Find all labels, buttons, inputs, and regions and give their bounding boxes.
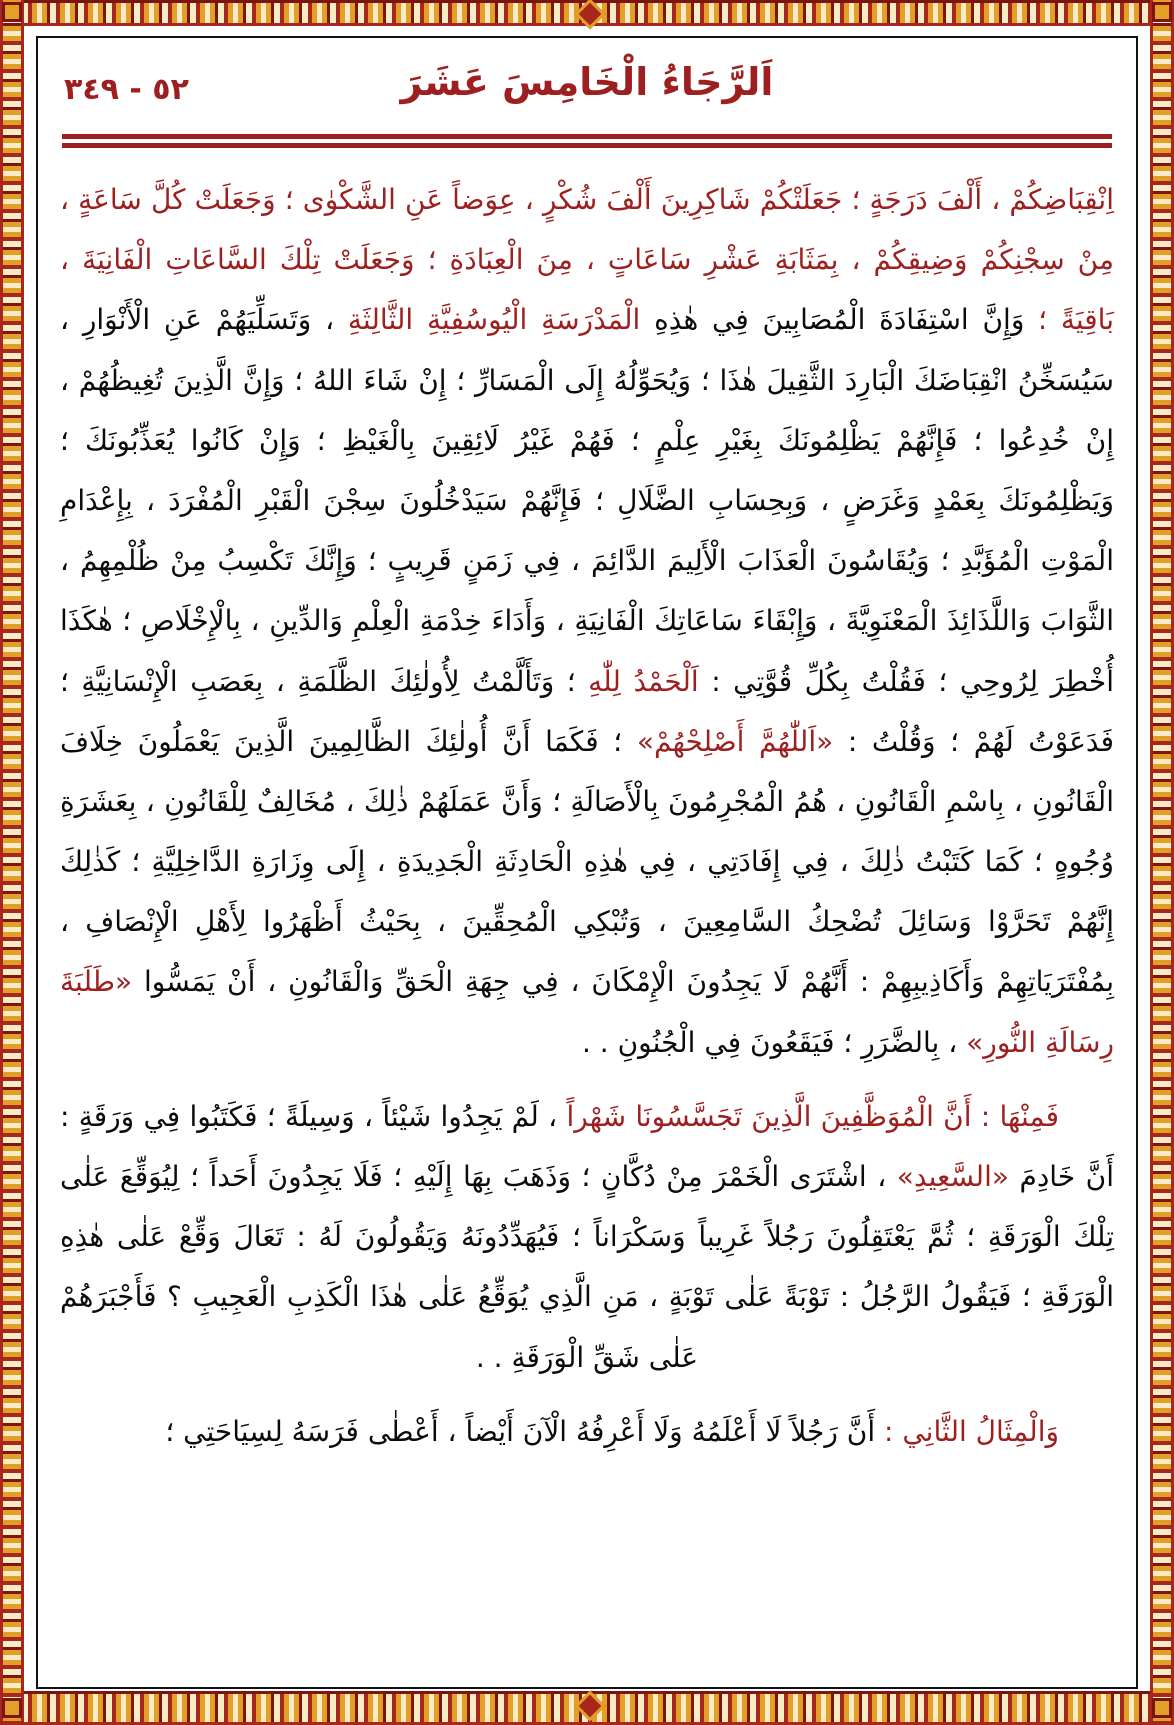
title-divider-double-rule <box>62 134 1112 148</box>
border-corner-ornament <box>2 2 22 22</box>
highlighted-red-text: فَمِنْهَا : أَنَّ الْمُوَظَّفِينَ الَّذِينَ تَجَسَّسُونَا شَهْراً <box>557 1099 1059 1133</box>
highlighted-red-text: الْمَدْرَسَةِ الْيُوسُفِيَّةِ الثَّالِثَةِ <box>334 303 641 337</box>
body-black-text: ، اشْتَرَى الْخَمْرَ مِنْ دُكَّانٍ ؛ وَذَهَبَ بِهَا إِلَيْهِ ؛ فَلَا يَجِدُونَ أَحَداً ؛ لِيُوَقِّعَ عَلٰى تِلْكَ الْوَرَقَةِ ؛ ثُمَّ يَعْتَقِلُونَ رَجُلاً غَرِيباً وَسَكْرَاناً ؛ فَيُهَدِّدُونَهُ وَيَقُولُونَ لَهُ : تَعَالَ وَقِّعْ عَلٰى هٰذِهِ الْوَرَقَةِ ؛ فَيَقُولُ الرَّجُلُ : تَوْبَةً عَلٰى تَوْبَةٍ ، مَنِ الَّذِي يُوَقِّعُ عَلٰى هٰذَا الْكَذِبِ الْعَجِيبِ ؟ فَأَجْبَرَهُمْ عَلٰى شَقِّ الْوَرَقَةِ . . <box>60 1160 1114 1374</box>
body-black-text: أَنَّ رَجُلاً لَا أَعْلَمُهُ وَلَا أَعْرِفُهُ الْآنَ أَيْضاً ، أَعْطٰى فَرَسَهُ لِسِيَاحَتِي ؛ <box>165 1414 876 1448</box>
ornamental-border-left <box>0 0 24 1725</box>
highlighted-red-text: اَلْحَمْدُ لِلّٰهِ <box>575 664 699 698</box>
body-black-text: ؛ وَتَأَلَّمْتُ لِأُولٰئِكَ الظَّلَمَةِ ، بِعَصَبِ الْإِنْسَانِيَّةِ ؛ فَدَعَوْتُ لَهُمْ ؛ وَقُلْتُ : <box>60 664 1114 758</box>
text-paragraph <box>60 170 1114 1073</box>
highlighted-red-text: «طَلَبَةَ رِسَالَةِ النُّورِ» <box>60 965 1114 1059</box>
page-content <box>38 38 1136 1687</box>
body-black-text: ، بِالضَّرَرِ ؛ فَيَقَعُونَ فِي الْجُنُونِ . . <box>582 1025 958 1059</box>
highlighted-red-text: وَالْمِثَالُ الثَّانِي : <box>875 1414 1059 1448</box>
border-corner-ornament <box>2 1698 22 1718</box>
body-black-text: ، وَتَسَلِّيَهُمْ عَنِ الْأَنْوَارِ ، سَيُسَخِّنُ انْقِبَاضَكَ الْبَارِدَ الثَّقِيلَ هٰذَا ؛ وَيُحَوِّلُهُ إِلَى الْمَسَارِّ ؛ إِنْ شَاءَ اللهُ ؛ وَإِنَّ الَّذِينَ تُغِيظُهُمْ ، إِنْ خُدِعُوا ؛ فَإِنَّهُمْ يَظْلِمُونَكَ بِغَيْرِ عِلْمٍ ؛ فَهُمْ غَيْرُ لَائِقِينَ بِالْغَيْظِ ؛ وَإِنْ كَانُوا يُعَذِّبُونَكَ ؛ وَيَظْلِمُونَكَ بِعَمْدٍ وَغَرَضٍ ، وَبِحِسَابِ الضَّلَالِ ؛ فَإِنَّهُمْ سَيَدْخُلُونَ سِجْنَ الْقَبْرِ الْمُفْرَدَ ، بِإِعْدَامِ الْمَوْتِ الْمُؤَبَّدِ ؛ وَيُقَاسُونَ الْعَذَابَ الْأَلِيمَ الدَّائِمَ ، فِي زَمَنٍ قَرِيبٍ ؛ وَإِنَّكَ تَكْسِبُ مِنْ ظُلْمِهِمُ ، الثَّوَابَ وَاللَّذَائِذَ الْمَعْنَوِيَّةَ ، وَإِبْقَاءَ سَاعَاتِكَ الْفَانِيَةِ ، وَأَدَاءَ خِدْمَةِ الْعِلْمِ وَالدِّينِ ، بِالْإِخْلَاصِ ؛ هٰكَذَا أُخْطِرَ لِرُوحِي ؛ فَقُلْتُ بِكُلِّ قُوَّتِي : <box>60 303 1114 698</box>
body-text <box>60 170 1114 1462</box>
body-black-text: وَإِنَّ اسْتِفَادَةَ الْمُصَابِينَ فِي هٰذِهِ <box>640 303 1025 337</box>
highlighted-red-text: اِنْقِبَاضِكُمْ ، أَلْفَ دَرَجَةٍ ؛ جَعَلَتْكُمْ شَاكِرِينَ أَلْفَ شُكْرٍ ، عِوَضاً عَنِ الشَّكْوٰى ؛ وَجَعَلَتْ كُلَّ سَاعَةٍ ، مِنْ سِجْنِكُمْ وَضِيقِكُمْ ، بِمَثَابَةِ عَشْرِ سَاعَاتٍ ، مِنَ الْعِبَادَةِ ؛ وَجَعَلَتْ تِلْكَ السَّاعَاتِ الْفَانِيَةَ ، بَاقِيَةً ؛ <box>60 183 1114 337</box>
border-corner-ornament <box>1152 1698 1172 1718</box>
ornamental-border-right <box>1150 0 1174 1725</box>
text-paragraph <box>60 1087 1114 1388</box>
page-title: اَلرَّجَاءُ الْخَامِسَ عَشَرَ <box>400 60 774 104</box>
page-header <box>60 50 1114 124</box>
page-number: ٥٢ - ٣٤٩ <box>64 72 189 107</box>
body-black-text: ؛ فَكَمَا أَنَّ أُولٰئِكَ الظَّالِمِينَ الَّذِينَ يَعْمَلُونَ خِلَافَ الْقَانُونِ ، بِاسْمِ الْقَانُونِ ، هُمُ الْمُجْرِمُونَ بِالْأَصَالَةِ ؛ وَأَنَّ عَمَلَهُمْ ذٰلِكَ ، مُخَالِفٌ لِلْقَانُونِ ، بِعَشَرَةِ وُجُوهٍ ؛ كَمَا كَتَبْتُ ذٰلِكَ ، فِي إِفَادَتِي ، فِي هٰذِهِ الْحَادِثَةِ الْجَدِيدَةِ ، إِلَى وِزَارَةِ الدَّاخِلِيَّةِ ؛ كَذٰلِكَ إِنَّهُمْ تَحَرَّوْا وَسَائِلَ تُضْحِكُ السَّامِعِينَ ، وَتُبْكِي الْمُحِقِّينَ ، بِحَيْثُ أَظْهَرُوا لِأَهْلِ الْإِنْصَافِ ، بِمُفْتَرَيَاتِهِمْ وَأَكَاذِيبِهِمْ : أَنَّهُمْ لَا يَجِدُونَ الْإِمْكَانَ ، فِي جِهَةِ الْحَقِّ وَالْقَانُونِ ، أَنْ يَمَسُّوا <box>60 724 1114 999</box>
highlighted-red-text: «اَللّٰهُمَّ أَصْلِحْهُمْ» <box>622 724 834 758</box>
highlighted-red-text: «السَّعِيدِ» <box>886 1160 1009 1193</box>
body-black-text: ، لَمْ يَجِدُوا شَيْئاً ، وَسِيلَةً ؛ فَكَتَبُوا فِي وَرَقَةٍ : أَنَّ خَادِمَ <box>60 1099 1114 1193</box>
text-paragraph <box>60 1402 1114 1462</box>
border-corner-ornament <box>1152 2 1172 22</box>
